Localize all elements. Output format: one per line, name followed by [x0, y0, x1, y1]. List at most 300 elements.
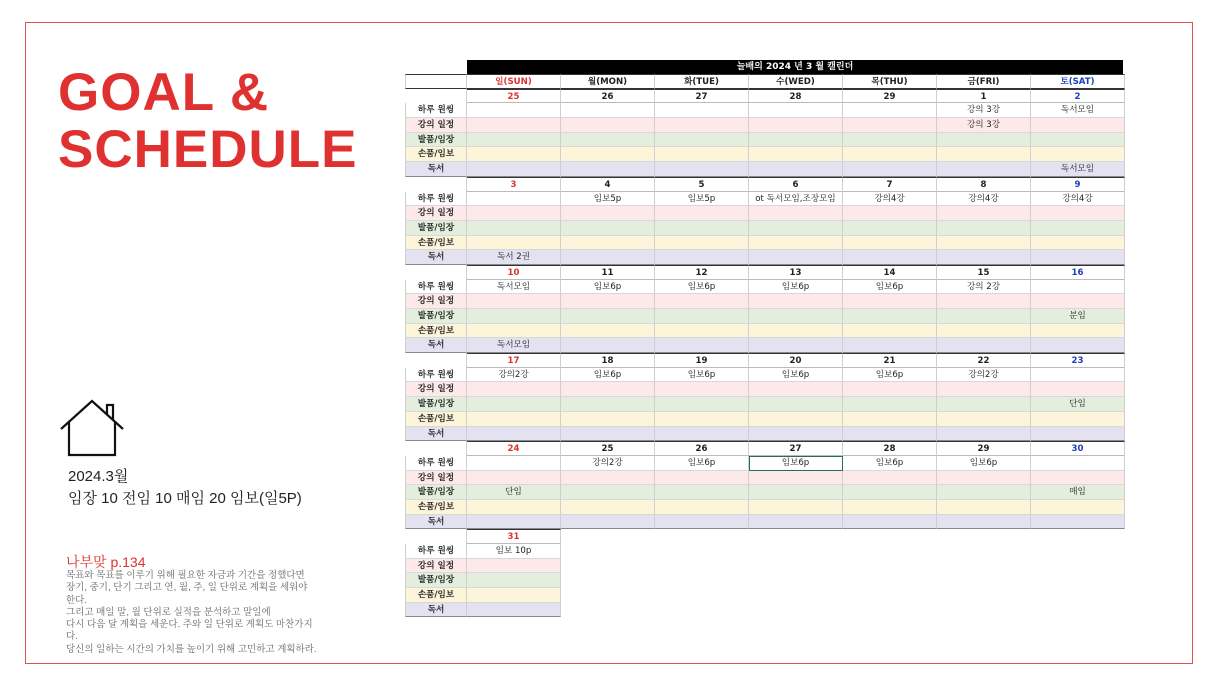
quote-line: 다. — [66, 631, 78, 643]
schedule-cell[interactable] — [655, 236, 749, 251]
schedule-cell[interactable] — [843, 147, 937, 162]
schedule-cell[interactable] — [937, 500, 1031, 515]
schedule-cell[interactable] — [561, 250, 655, 265]
schedule-cell[interactable] — [1031, 250, 1125, 265]
schedule-cell[interactable] — [655, 103, 749, 118]
schedule-cell[interactable] — [561, 471, 655, 486]
date-cell[interactable]: 18 — [561, 353, 655, 368]
schedule-cell[interactable] — [1031, 236, 1125, 251]
schedule-cell[interactable]: 독서모임 — [1031, 103, 1125, 118]
schedule-cell[interactable] — [467, 236, 561, 251]
schedule-row — [405, 324, 1123, 339]
schedule-cell[interactable] — [655, 309, 749, 324]
date-row-corner — [405, 89, 467, 104]
date-cell[interactable]: 26 — [655, 441, 749, 456]
schedule-row — [405, 368, 1123, 383]
schedule-cell[interactable]: 단임 — [1031, 397, 1125, 412]
schedule-row — [405, 515, 1123, 530]
schedule-cell[interactable] — [749, 103, 843, 118]
weekday-header: 일(SUN) — [467, 74, 561, 89]
date-cell[interactable]: 14 — [843, 265, 937, 280]
schedule-cell[interactable] — [655, 147, 749, 162]
row-label: 발품/임장 — [405, 309, 467, 324]
schedule-cell[interactable] — [655, 133, 749, 148]
date-cell[interactable]: 16 — [1031, 265, 1125, 280]
row-label: 독서 — [405, 338, 467, 353]
schedule-cell[interactable] — [561, 221, 655, 236]
row-label: 손품/임보 — [405, 236, 467, 251]
schedule-cell[interactable]: 강의2강 — [467, 368, 561, 383]
empty-cell — [843, 588, 937, 603]
schedule-cell[interactable] — [655, 471, 749, 486]
schedule-cell[interactable] — [1031, 147, 1125, 162]
date-cell[interactable]: 30 — [1031, 441, 1125, 456]
empty-cell — [655, 559, 749, 574]
schedule-cell[interactable] — [561, 324, 655, 339]
schedule-row — [405, 603, 1123, 618]
schedule-cell[interactable] — [749, 338, 843, 353]
schedule-cell[interactable] — [843, 133, 937, 148]
date-row-corner — [405, 177, 467, 192]
schedule-cell[interactable] — [1031, 133, 1125, 148]
date-cell[interactable]: 4 — [561, 177, 655, 192]
row-label: 강의 일정 — [405, 559, 467, 574]
schedule-cell[interactable] — [655, 221, 749, 236]
weekday-header: 화(TUE) — [655, 74, 749, 89]
schedule-cell[interactable]: 임보6p — [843, 280, 937, 295]
schedule-cell[interactable] — [749, 397, 843, 412]
schedule-cell[interactable]: 임보5p — [655, 192, 749, 207]
schedule-cell[interactable] — [467, 192, 561, 207]
schedule-cell[interactable]: 임보 10p — [467, 544, 561, 559]
schedule-cell[interactable] — [561, 427, 655, 442]
calendar-weeks — [405, 89, 1123, 618]
schedule-cell[interactable] — [937, 397, 1031, 412]
schedule-cell[interactable] — [843, 382, 937, 397]
empty-cell — [937, 573, 1031, 588]
schedule-cell[interactable] — [1031, 412, 1125, 427]
date-cell[interactable]: 15 — [937, 265, 1031, 280]
schedule-cell[interactable] — [655, 294, 749, 309]
schedule-cell[interactable] — [937, 236, 1031, 251]
schedule-cell[interactable]: 독서모임 — [467, 280, 561, 295]
schedule-cell[interactable] — [937, 412, 1031, 427]
schedule-cell[interactable] — [937, 382, 1031, 397]
schedule-cell[interactable] — [467, 515, 561, 530]
schedule-cell[interactable] — [937, 471, 1031, 486]
empty-cell — [749, 529, 843, 544]
date-cell[interactable]: 6 — [749, 177, 843, 192]
schedule-cell[interactable] — [467, 309, 561, 324]
schedule-row — [405, 397, 1123, 412]
schedule-row — [405, 147, 1123, 162]
schedule-cell[interactable] — [655, 206, 749, 221]
schedule-cell[interactable] — [749, 515, 843, 530]
schedule-cell[interactable] — [843, 309, 937, 324]
schedule-cell[interactable] — [937, 515, 1031, 530]
date-cell[interactable]: 3 — [467, 177, 561, 192]
schedule-cell[interactable] — [561, 147, 655, 162]
schedule-cell[interactable] — [937, 485, 1031, 500]
schedule-cell[interactable]: 독서모임 — [1031, 162, 1125, 177]
schedule-cell[interactable] — [937, 162, 1031, 177]
schedule-cell[interactable]: 임보6p — [655, 368, 749, 383]
empty-cell — [1031, 529, 1125, 544]
schedule-cell[interactable] — [843, 236, 937, 251]
schedule-cell[interactable]: 임보6p — [843, 456, 937, 471]
date-cell[interactable]: 29 — [937, 441, 1031, 456]
date-cell[interactable]: 25 — [561, 441, 655, 456]
schedule-cell[interactable] — [1031, 118, 1125, 133]
schedule-cell[interactable] — [937, 294, 1031, 309]
quote-line: 장기, 중기, 단기 그리고 연, 월, 주, 일 단위로 계획을 세워야 — [66, 582, 308, 594]
schedule-row — [405, 192, 1123, 207]
schedule-cell[interactable]: 독서 2권 — [467, 250, 561, 265]
schedule-cell[interactable]: 임보6p — [655, 280, 749, 295]
schedule-cell[interactable] — [467, 133, 561, 148]
schedule-cell[interactable] — [561, 338, 655, 353]
schedule-row — [405, 412, 1123, 427]
schedule-cell[interactable] — [749, 236, 843, 251]
schedule-row — [405, 588, 1123, 603]
date-cell[interactable]: 13 — [749, 265, 843, 280]
date-cell[interactable]: 27 — [749, 441, 843, 456]
schedule-cell[interactable] — [655, 338, 749, 353]
schedule-cell[interactable] — [1031, 280, 1125, 295]
empty-cell — [749, 559, 843, 574]
date-cell[interactable]: 29 — [843, 89, 937, 104]
schedule-cell[interactable]: 임보6p — [749, 368, 843, 383]
schedule-row — [405, 118, 1123, 133]
empty-cell — [561, 573, 655, 588]
schedule-cell[interactable] — [467, 221, 561, 236]
schedule-cell[interactable] — [749, 294, 843, 309]
date-cell[interactable]: 2 — [1031, 89, 1125, 104]
quote-text — [66, 570, 366, 656]
schedule-cell[interactable] — [467, 294, 561, 309]
schedule-cell[interactable] — [467, 412, 561, 427]
date-row — [405, 529, 1123, 544]
date-cell[interactable]: 5 — [655, 177, 749, 192]
schedule-cell[interactable] — [1031, 471, 1125, 486]
schedule-cell[interactable] — [749, 250, 843, 265]
schedule-cell[interactable] — [467, 103, 561, 118]
schedule-cell[interactable]: 매임 — [1031, 485, 1125, 500]
schedule-row — [405, 471, 1123, 486]
schedule-cell[interactable] — [749, 471, 843, 486]
schedule-cell[interactable] — [843, 118, 937, 133]
schedule-cell[interactable] — [467, 162, 561, 177]
schedule-cell[interactable] — [749, 382, 843, 397]
schedule-row — [405, 309, 1123, 324]
row-label: 강의 일정 — [405, 206, 467, 221]
schedule-cell[interactable] — [561, 515, 655, 530]
date-row — [405, 177, 1123, 192]
schedule-cell[interactable] — [467, 382, 561, 397]
schedule-row — [405, 544, 1123, 559]
schedule-cell[interactable] — [843, 485, 937, 500]
empty-cell — [843, 529, 937, 544]
schedule-cell[interactable] — [561, 236, 655, 251]
schedule-cell[interactable] — [561, 412, 655, 427]
schedule-row — [405, 133, 1123, 148]
schedule-cell[interactable] — [843, 412, 937, 427]
empty-cell — [561, 603, 655, 618]
schedule-cell[interactable] — [467, 471, 561, 486]
schedule-cell[interactable]: 강의4강 — [937, 192, 1031, 207]
schedule-row — [405, 206, 1123, 221]
schedule-cell[interactable] — [749, 324, 843, 339]
schedule-cell[interactable] — [561, 309, 655, 324]
weekday-header: 목(THU) — [843, 74, 937, 89]
date-cell[interactable]: 10 — [467, 265, 561, 280]
schedule-cell[interactable] — [1031, 500, 1125, 515]
empty-cell — [561, 588, 655, 603]
schedule-row — [405, 250, 1123, 265]
empty-cell — [655, 603, 749, 618]
schedule-cell[interactable] — [467, 206, 561, 221]
schedule-cell[interactable]: 임보6p — [749, 280, 843, 295]
schedule-cell[interactable]: 임보6p — [561, 368, 655, 383]
schedule-cell[interactable] — [467, 500, 561, 515]
schedule-cell[interactable] — [843, 162, 937, 177]
schedule-cell[interactable] — [749, 133, 843, 148]
schedule-row — [405, 236, 1123, 251]
weekday-header: 월(MON) — [561, 74, 655, 89]
schedule-cell[interactable] — [749, 118, 843, 133]
title-line-2: SCHEDULE — [58, 120, 358, 179]
schedule-row — [405, 559, 1123, 574]
schedule-cell[interactable] — [843, 206, 937, 221]
schedule-cell[interactable]: 강의4강 — [1031, 192, 1125, 207]
quote-line: 당신의 일하는 시간의 가치를 높이기 위해 고민하고 계획하라. — [66, 643, 317, 655]
schedule-cell[interactable] — [655, 515, 749, 530]
schedule-cell[interactable]: 임보6p — [937, 456, 1031, 471]
schedule-cell[interactable] — [1031, 221, 1125, 236]
schedule-cell[interactable] — [937, 338, 1031, 353]
schedule-cell[interactable] — [561, 485, 655, 500]
date-row-corner — [405, 529, 467, 544]
schedule-cell[interactable] — [843, 471, 937, 486]
schedule-cell[interactable] — [843, 221, 937, 236]
schedule-cell[interactable]: 강의2강 — [937, 368, 1031, 383]
row-label: 하루 원씽 — [405, 103, 467, 118]
schedule-cell[interactable]: 강의2강 — [561, 456, 655, 471]
schedule-cell[interactable] — [937, 147, 1031, 162]
date-cell[interactable]: 23 — [1031, 353, 1125, 368]
row-label: 하루 원씽 — [405, 280, 467, 295]
schedule-cell[interactable] — [843, 103, 937, 118]
schedule-cell[interactable] — [655, 250, 749, 265]
date-cell[interactable]: 7 — [843, 177, 937, 192]
date-cell[interactable]: 28 — [749, 89, 843, 104]
weekday-header-row — [405, 74, 1123, 89]
empty-cell — [937, 529, 1031, 544]
row-label: 손품/임보 — [405, 412, 467, 427]
date-row-corner — [405, 265, 467, 280]
schedule-cell[interactable] — [843, 500, 937, 515]
schedule-cell[interactable] — [1031, 382, 1125, 397]
schedule-cell[interactable] — [937, 221, 1031, 236]
empty-cell — [749, 603, 843, 618]
schedule-cell[interactable] — [749, 309, 843, 324]
schedule-cell[interactable] — [561, 397, 655, 412]
schedule-cell[interactable]: 강의 3강 — [937, 118, 1031, 133]
empty-cell — [843, 573, 937, 588]
date-cell[interactable]: 25 — [467, 89, 561, 104]
schedule-cell[interactable] — [937, 324, 1031, 339]
schedule-cell[interactable] — [937, 309, 1031, 324]
schedule-row — [405, 485, 1123, 500]
schedule-cell[interactable] — [843, 294, 937, 309]
schedule-cell[interactable]: 임보6p — [561, 280, 655, 295]
schedule-cell[interactable]: 분임 — [1031, 309, 1125, 324]
schedule-cell[interactable] — [749, 427, 843, 442]
schedule-cell[interactable] — [561, 500, 655, 515]
schedule-cell[interactable] — [1031, 368, 1125, 383]
schedule-cell[interactable]: 강의 3강 — [937, 103, 1031, 118]
schedule-cell[interactable] — [561, 103, 655, 118]
schedule-cell[interactable] — [749, 206, 843, 221]
month-label: 2024.3월 — [68, 468, 129, 485]
schedule-cell[interactable] — [655, 324, 749, 339]
schedule-cell[interactable] — [655, 485, 749, 500]
schedule-cell[interactable] — [655, 427, 749, 442]
schedule-cell[interactable] — [467, 427, 561, 442]
schedule-cell[interactable] — [467, 118, 561, 133]
empty-cell — [561, 559, 655, 574]
row-label: 발품/임장 — [405, 221, 467, 236]
schedule-cell[interactable]: 강의4강 — [843, 192, 937, 207]
schedule-cell[interactable] — [749, 221, 843, 236]
row-label: 강의 일정 — [405, 294, 467, 309]
empty-cell — [655, 588, 749, 603]
row-label: 강의 일정 — [405, 382, 467, 397]
schedule-cell[interactable]: 강의 2강 — [937, 280, 1031, 295]
schedule-cell[interactable] — [843, 427, 937, 442]
schedule-cell[interactable]: 임보6p — [749, 456, 843, 471]
quote-line: 목표와 목표를 이루기 위해 필요한 자금과 기간을 정했다면 — [66, 570, 305, 581]
date-cell[interactable]: 19 — [655, 353, 749, 368]
schedule-cell[interactable] — [655, 500, 749, 515]
schedule-cell[interactable] — [655, 382, 749, 397]
schedule-cell[interactable] — [843, 515, 937, 530]
date-cell[interactable]: 28 — [843, 441, 937, 456]
schedule-cell[interactable] — [749, 485, 843, 500]
schedule-cell[interactable] — [561, 294, 655, 309]
date-cell[interactable]: 1 — [937, 89, 1031, 104]
date-cell[interactable]: 21 — [843, 353, 937, 368]
schedule-cell[interactable] — [937, 133, 1031, 148]
schedule-cell[interactable] — [937, 250, 1031, 265]
empty-cell — [655, 573, 749, 588]
empty-cell — [655, 544, 749, 559]
row-label: 손품/임보 — [405, 500, 467, 515]
schedule-cell[interactable] — [843, 397, 937, 412]
schedule-cell[interactable]: 임보6p — [655, 456, 749, 471]
schedule-cell[interactable]: 단임 — [467, 485, 561, 500]
schedule-cell[interactable] — [655, 118, 749, 133]
schedule-cell[interactable] — [467, 324, 561, 339]
schedule-cell[interactable] — [1031, 427, 1125, 442]
schedule-cell[interactable] — [467, 559, 561, 574]
schedule-cell[interactable] — [1031, 294, 1125, 309]
schedule-cell[interactable] — [937, 206, 1031, 221]
schedule-cell[interactable] — [1031, 456, 1125, 471]
schedule-row — [405, 162, 1123, 177]
schedule-cell[interactable] — [467, 147, 561, 162]
schedule-cell[interactable]: 임보5p — [561, 192, 655, 207]
schedule-cell[interactable] — [467, 588, 561, 603]
schedule-cell[interactable] — [467, 573, 561, 588]
date-cell[interactable]: 26 — [561, 89, 655, 104]
empty-cell — [843, 544, 937, 559]
schedule-cell[interactable] — [843, 338, 937, 353]
row-label: 강의 일정 — [405, 471, 467, 486]
schedule-cell[interactable] — [1031, 206, 1125, 221]
date-row — [405, 89, 1123, 104]
schedule-cell[interactable] — [561, 382, 655, 397]
empty-cell — [1031, 559, 1125, 574]
schedule-cell[interactable] — [749, 412, 843, 427]
schedule-cell[interactable] — [467, 456, 561, 471]
date-cell[interactable]: 9 — [1031, 177, 1125, 192]
date-cell[interactable]: 11 — [561, 265, 655, 280]
schedule-cell[interactable] — [655, 162, 749, 177]
date-cell[interactable]: 8 — [937, 177, 1031, 192]
empty-cell — [749, 588, 843, 603]
schedule-cell[interactable]: 임보6p — [843, 368, 937, 383]
schedule-cell[interactable] — [467, 397, 561, 412]
date-cell[interactable]: 27 — [655, 89, 749, 104]
date-cell[interactable]: 20 — [749, 353, 843, 368]
schedule-cell[interactable] — [561, 206, 655, 221]
schedule-cell[interactable] — [467, 603, 561, 618]
schedule-cell[interactable] — [561, 133, 655, 148]
quote-line: 한다. — [66, 594, 87, 606]
date-cell[interactable]: 22 — [937, 353, 1031, 368]
date-cell[interactable]: 17 — [467, 353, 561, 368]
empty-cell — [749, 544, 843, 559]
schedule-cell[interactable] — [561, 162, 655, 177]
schedule-cell[interactable] — [561, 118, 655, 133]
date-cell[interactable]: 31 — [467, 529, 561, 544]
schedule-cell[interactable] — [749, 147, 843, 162]
schedule-cell[interactable] — [1031, 324, 1125, 339]
empty-cell — [655, 529, 749, 544]
row-label: 강의 일정 — [405, 118, 467, 133]
schedule-row — [405, 221, 1123, 236]
schedule-cell[interactable] — [937, 427, 1031, 442]
schedule-cell[interactable] — [1031, 338, 1125, 353]
schedule-cell[interactable] — [655, 397, 749, 412]
schedule-row — [405, 500, 1123, 515]
schedule-cell[interactable] — [749, 500, 843, 515]
schedule-cell[interactable] — [749, 162, 843, 177]
schedule-cell[interactable] — [1031, 515, 1125, 530]
schedule-row — [405, 103, 1123, 118]
row-label: 독서 — [405, 427, 467, 442]
calendar-title: 늘배의 2024 년 3 월 캘린더 — [467, 60, 1123, 74]
month-goal: 임장 10 전임 10 매임 20 임보(일5P) — [68, 490, 302, 507]
schedule-cell[interactable] — [843, 324, 937, 339]
schedule-cell[interactable]: ot 독서모임,조장모임 — [749, 192, 843, 207]
date-cell[interactable]: 24 — [467, 441, 561, 456]
schedule-cell[interactable] — [843, 250, 937, 265]
schedule-cell[interactable]: 독서모임 — [467, 338, 561, 353]
schedule-cell[interactable] — [655, 412, 749, 427]
date-cell[interactable]: 12 — [655, 265, 749, 280]
